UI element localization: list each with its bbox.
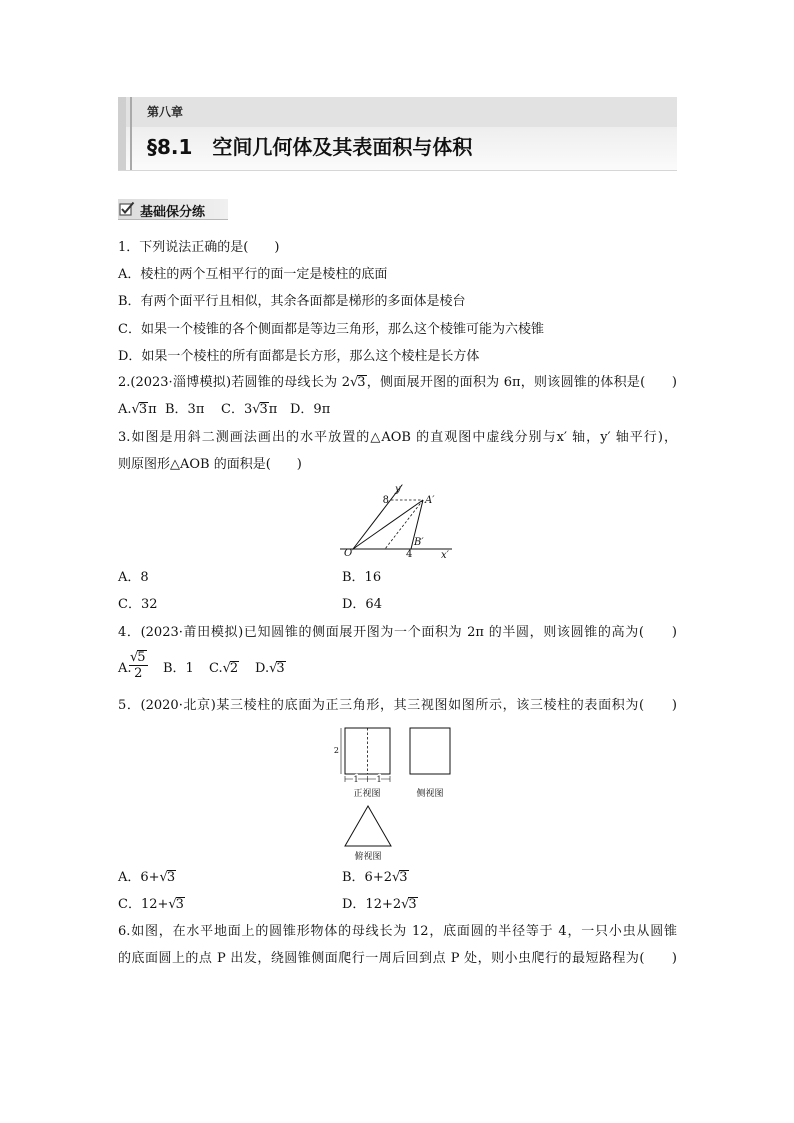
radicand: 3 xyxy=(166,870,176,885)
radicand: 3 xyxy=(175,897,184,912)
q1-stem: 1．下列说法正确的是( ) xyxy=(118,240,280,255)
header-rule xyxy=(130,97,132,170)
q4-option-a-fraction xyxy=(129,650,148,681)
label-height: 2 xyxy=(333,746,339,755)
label-front-view: 正视图 xyxy=(353,789,381,799)
fraction-numerator: √5 xyxy=(130,650,146,665)
radicand: 3 xyxy=(357,375,366,390)
radicand: 2 xyxy=(229,661,239,676)
chapter-label: 第八章 xyxy=(147,105,184,119)
q5-option-c: C．12+√3 xyxy=(118,897,184,912)
label-b: B′ xyxy=(414,537,424,548)
radicand: 3 xyxy=(276,661,285,676)
radicand: 5 xyxy=(137,650,146,665)
q4-option-b: B．1 xyxy=(163,661,194,676)
q1-option-d: D．如果一个棱柱的所有面都是长方形，那么这个棱柱是长方体 xyxy=(118,349,480,364)
q4-option-d: D.√3 xyxy=(255,661,285,676)
radicand: 3 xyxy=(138,402,148,417)
q2-option-c: C．3√3π xyxy=(221,402,278,417)
q5-three-view-figure xyxy=(330,722,460,864)
label-y-axis: y′ xyxy=(395,484,403,495)
radicand: 3 xyxy=(259,402,268,417)
q2-option-b: B．3π xyxy=(165,402,205,417)
q5-option-d: D．12+2√3 xyxy=(342,897,417,912)
section-label: 基础保分练 xyxy=(140,205,206,220)
q1-option-b: B．有两个面平行且相似，其余各面都是梯形的多面体是棱台 xyxy=(118,294,466,309)
q4-option-a-label: A. xyxy=(118,661,132,676)
q6-stem-line2: 的底面圆上的点 P 出发，绕圆锥侧面爬行一周后回到点 P 处，则小虫爬行的最短路程为( ) xyxy=(118,951,677,966)
q3-option-c: C．32 xyxy=(118,597,158,612)
q4-option-c: C.√2 xyxy=(209,661,239,676)
section-label-bar xyxy=(118,199,228,220)
label-side-view: 侧视图 xyxy=(416,789,444,799)
section-title: §8.1 空间几何体及其表面积与体积 xyxy=(147,135,473,159)
checkbox-check-icon xyxy=(119,201,135,216)
q4-stem: 4．(2023·莆田模拟)已知圆锥的侧面展开图为一个面积为 2π 的半圆，则该圆锥的高为( ) xyxy=(118,625,677,640)
q2-stem: 2.(2023·淄博模拟)若圆锥的母线长为 2√3，侧面展开图的面积为 6π，则该圆锥的体积是( ) xyxy=(118,375,677,390)
q3-option-b: B．16 xyxy=(342,570,382,585)
label-x-tick: 4 xyxy=(406,549,413,560)
radicand: 3 xyxy=(399,870,408,885)
label-origin: O′ xyxy=(344,548,355,559)
q5-option-a: A．6+√3 xyxy=(118,870,176,885)
label-width-right: 1 xyxy=(376,775,382,784)
q3-oblique-figure xyxy=(330,476,460,564)
q5-stem: 5．(2020·北京)某三棱柱的底面为正三角形，其三视图如图所示，该三棱柱的表面积为( ) xyxy=(118,698,677,713)
q2-option-a: A.√3π xyxy=(118,402,157,417)
side-view-rect xyxy=(410,728,450,774)
radicand: 3 xyxy=(408,897,417,912)
q3-stem-line1: 3.如图是用斜二测画法画出的水平放置的△AOB 的直观图中虚线分别与x′ 轴，y′ 轴平行)， xyxy=(118,430,677,445)
label-width-left: 1 xyxy=(353,775,359,784)
q1-option-a: A．棱柱的两个互相平行的面一定是棱柱的底面 xyxy=(118,267,388,282)
q6-stem-line1: 6.如图，在水平地面上的圆锥形物体的母线长为 12，底面圆的半径等于 4，一只小虫从圆锥 xyxy=(118,924,677,939)
label-y-tick: 8 xyxy=(382,495,389,506)
label-a: A′ xyxy=(425,495,435,506)
label-x-axis: x′ xyxy=(441,550,449,561)
chapter-header xyxy=(118,97,677,171)
q1-option-c: C．如果一个棱锥的各个侧面都是等边三角形，那么这个棱锥可能为六棱锥 xyxy=(118,322,544,337)
top-view-triangle xyxy=(345,806,391,846)
fraction-denominator: 2 xyxy=(134,666,143,681)
q3-option-a: A．8 xyxy=(118,570,149,585)
q2-option-d: D．9π xyxy=(290,402,331,417)
q5-option-b: B．6+2√3 xyxy=(342,870,408,885)
q3-option-d: D．64 xyxy=(342,597,382,612)
header-stripe xyxy=(118,97,126,170)
q3-stem-line2: 则原图形△AOB 的面积是( ) xyxy=(118,457,302,472)
label-top-view: 俯视图 xyxy=(354,852,382,862)
